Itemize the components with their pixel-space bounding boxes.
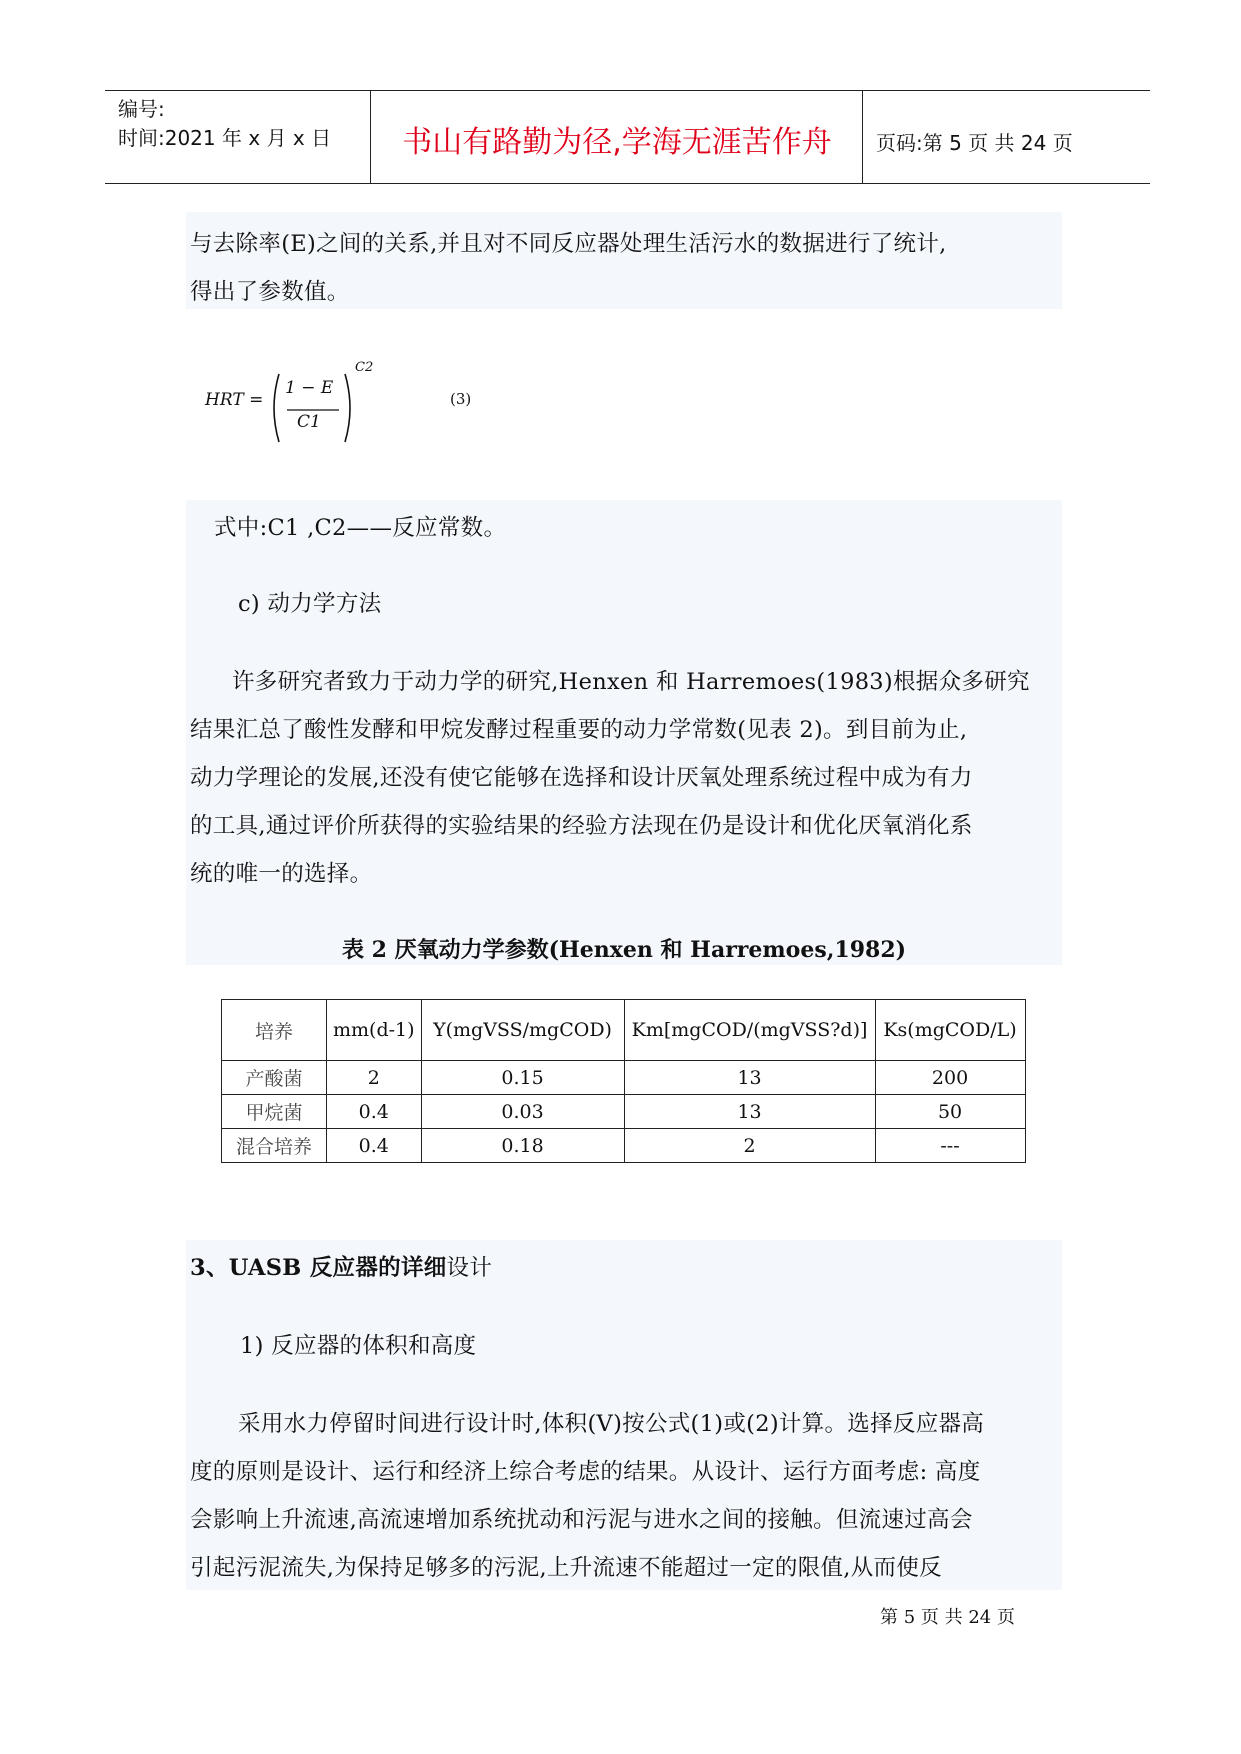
table-cell: 13 — [624, 1061, 875, 1095]
formula-numerator: 1 − E — [285, 378, 334, 398]
table-cell: 0.03 — [421, 1095, 624, 1129]
kinetics-table — [221, 999, 1026, 1163]
date-label: 时间:2021 年 x 月 x 日 — [118, 126, 332, 150]
formula-exponent: C2 — [355, 360, 374, 375]
table-cell: 混合培养 — [222, 1129, 327, 1163]
section3-sub1: 1) 反应器的体积和高度 — [240, 1333, 477, 1359]
doc-number-label: 编号: — [118, 97, 165, 121]
table-header-cell: mm(d-1) — [327, 1000, 422, 1061]
table-row — [222, 1061, 1026, 1095]
table-cell: 50 — [875, 1095, 1025, 1129]
table-cell: 2 — [624, 1129, 875, 1163]
table-header-cell: Km[mgCOD/(mgVSS?d)] — [624, 1000, 875, 1061]
section3-line-2: 度的原则是设计、运行和经济上综合考虑的结果。从设计、运行方面考虑: 高度 — [190, 1459, 981, 1485]
table-cell: 0.4 — [327, 1095, 422, 1129]
intro-line-2: 得出了参数值。 — [190, 279, 350, 305]
table-row — [222, 1095, 1026, 1129]
section3-line-4: 引起污泥流失,为保持足够多的污泥,上升流速不能超过一定的限值,从而使反 — [190, 1555, 942, 1581]
header-divider-left — [370, 90, 371, 184]
formula-denominator: C1 — [297, 412, 321, 432]
formula-number: (3) — [450, 390, 472, 408]
section3-heading — [190, 1250, 492, 1282]
table-header-cell: Ks(mgCOD/L) — [875, 1000, 1025, 1061]
kinetics-line-5: 统的唯一的选择。 — [190, 861, 373, 887]
header-bottom-rule — [105, 183, 1150, 184]
table-header-row — [222, 1000, 1026, 1061]
intro-line-1: 与去除率(E)之间的关系,并且对不同反应器处理生活污水的数据进行了统计, — [190, 231, 947, 257]
section-c-heading: c) 动力学方法 — [238, 591, 382, 617]
table-cell: 产酸菌 — [222, 1061, 327, 1095]
table-cell: 0.18 — [421, 1129, 624, 1163]
section3-heading-regular: 设计 — [446, 1255, 493, 1281]
header-motto: 书山有路勤为径,学海无涯苦作舟 — [402, 125, 832, 160]
table-cell: --- — [875, 1129, 1025, 1163]
footer-page-number: 第 5 页 共 24 页 — [880, 1607, 1015, 1628]
section3-line-1: 采用水力停留时间进行设计时,体积(V)按公式(1)或(2)计算。选择反应器高 — [238, 1411, 985, 1437]
table-cell: 甲烷菌 — [222, 1095, 327, 1129]
formula-note: 式中:C1 ,C2——反应常数。 — [214, 515, 507, 541]
formula-lhs: HRT = — [205, 390, 264, 410]
table-cell: 13 — [624, 1095, 875, 1129]
table-cell: 0.15 — [421, 1061, 624, 1095]
table-header-cell: Y(mgVSS/mgCOD) — [421, 1000, 624, 1061]
header-divider-right — [862, 90, 863, 184]
kinetics-line-2: 结果汇总了酸性发酵和甲烷发酵过程重要的动力学常数(见表 2)。到目前为止, — [190, 717, 968, 743]
table-cell: 200 — [875, 1061, 1025, 1095]
table-cell: 2 — [327, 1061, 422, 1095]
kinetics-line-3: 动力学理论的发展,还没有使它能够在选择和设计厌氧处理系统过程中成为有力 — [190, 765, 973, 791]
kinetics-line-4: 的工具,通过评价所获得的实验结果的经验方法现在仍是设计和优化厌氧消化系 — [190, 813, 973, 839]
page-number-label: 页码:第 5 页 共 24 页 — [876, 131, 1073, 155]
section3-line-3: 会影响上升流速,高流速增加系统扰动和污泥与进水之间的接触。但流速过高会 — [190, 1507, 973, 1533]
table-cell: 0.4 — [327, 1129, 422, 1163]
header-top-rule — [105, 90, 1150, 91]
table-header-cell: 培养 — [222, 1000, 327, 1061]
section3-heading-bold: 3、UASB 反应器的详细 — [190, 1255, 447, 1281]
table-row — [222, 1129, 1026, 1163]
kinetics-line-1: 许多研究者致力于动力学的研究,Henxen 和 Harremoes(1983)根据众多研究 — [232, 669, 1030, 695]
table-caption: 表 2 厌氧动力学参数(Henxen 和 Harremoes,1982) — [341, 937, 907, 963]
